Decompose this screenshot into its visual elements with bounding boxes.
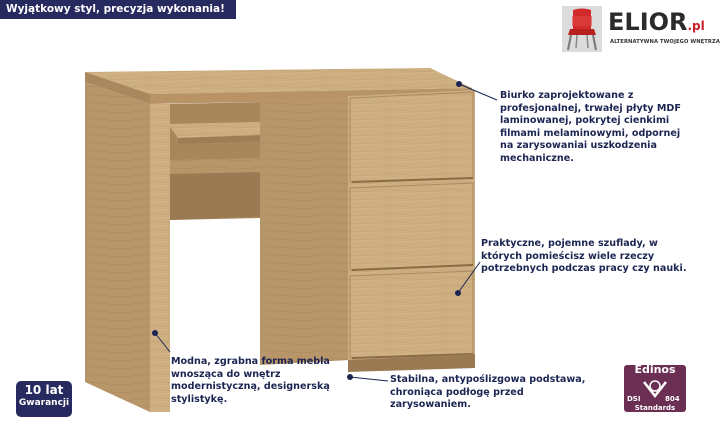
warranty-label: Gwarancji bbox=[18, 398, 70, 408]
certification-code-left: DSI bbox=[627, 395, 641, 403]
feature-material: Biurko zaprojektowane z profesjonalnej, trwałej płyty MDF laminowanej, pokrytej cienkimi filmami melaminowymi, odpornej na zarysowaniai uszkodzenia mechaniczne. bbox=[500, 90, 681, 164]
feature-marker-base bbox=[347, 374, 353, 380]
feature-marker-material bbox=[456, 81, 462, 87]
warranty-years: 10 lat bbox=[24, 383, 64, 397]
certification-label: Standards bbox=[634, 404, 676, 412]
feature-marker-design bbox=[152, 330, 158, 336]
brand-name: ELIOR.pl bbox=[608, 8, 705, 36]
certification-code-right: 804 bbox=[665, 395, 680, 403]
feature-drawers: Praktyczne, pojemne szuflady, w których pomieścisz wiele rzeczy potrzebnych podczas pracy czy nauki. bbox=[481, 238, 687, 275]
certification-badge bbox=[624, 363, 686, 413]
feature-marker-drawers bbox=[455, 290, 461, 296]
certification-name: Edinos bbox=[634, 363, 676, 376]
brand-tagline: ALTERNATYWNA TWOJEGO WNĘTRZA bbox=[610, 39, 720, 45]
warranty-badge bbox=[16, 381, 72, 417]
feature-design: Modna, zgrabna forma mebla wnosząca do wnętrz modernistyczną, designerską stylistykę. bbox=[171, 356, 330, 405]
tagline-text: Wyjątkowy styl, precyzja wykonania! bbox=[6, 3, 225, 15]
feature-base: Stabilna, antypoślizgowa podstawa, chroniąca podłogę przed zarysowaniem. bbox=[390, 374, 586, 411]
